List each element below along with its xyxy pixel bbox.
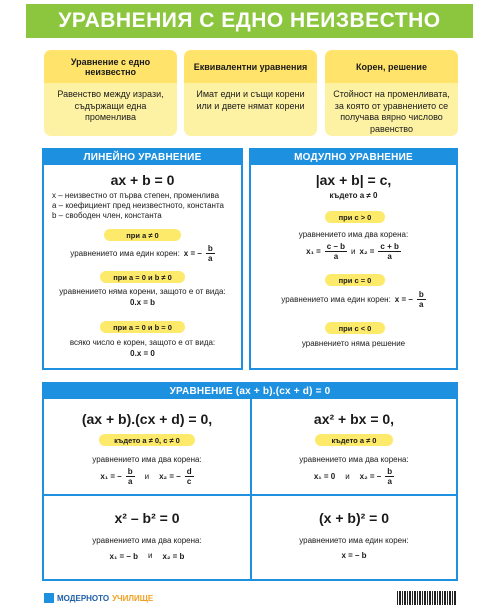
linear-text2: уравнението няма корени, защото е от вида: bbox=[59, 287, 226, 296]
root-lhs: x₂ = – bbox=[159, 472, 181, 481]
root-fraction: $\frac{c - b}{a}$ bbox=[326, 242, 346, 261]
condition-pill: при c < 0 bbox=[325, 322, 385, 334]
quadratic-formula: ax² + bx = 0, bbox=[313, 411, 395, 427]
product-roots-row bbox=[44, 467, 250, 486]
condition-pill: където a ≠ 0, c ≠ 0 bbox=[99, 434, 195, 446]
root-value: x₂ = b bbox=[162, 551, 185, 561]
root-value: x₁ = 0 bbox=[313, 472, 336, 481]
modular-text2: уравнението има един корен: bbox=[281, 294, 391, 304]
page-title: УРАВНЕНИЯ С ЕДНО НЕИЗВЕСТНО bbox=[58, 9, 441, 32]
condition-pill: при a = 0 и b ≠ 0 bbox=[100, 271, 185, 283]
quadratic-roots-row bbox=[252, 467, 456, 486]
linear-root-row bbox=[44, 244, 241, 263]
root-fraction: $\frac{b}{a}$ bbox=[127, 467, 133, 486]
definition-head: Уравнение с едно неизвестно bbox=[44, 50, 177, 83]
and-word: и bbox=[351, 246, 356, 256]
modular-text3: уравнението няма решение bbox=[301, 339, 406, 348]
root-value: x = – b bbox=[341, 551, 367, 560]
definition-body: Имат едни и същи корени или и двете нямат корени bbox=[184, 83, 317, 136]
linear-header: ЛИНЕЙНО УРАВНЕНИЕ bbox=[44, 150, 241, 165]
linear-text1: уравнението има един корен: bbox=[70, 248, 180, 258]
perfect-square-cell bbox=[252, 496, 456, 579]
quadratic-cell bbox=[252, 399, 456, 494]
modular-roots-row bbox=[251, 242, 456, 261]
root-fraction: $\frac{d}{c}$ bbox=[186, 467, 192, 486]
logo-text: УЧИЛИЩЕ bbox=[112, 593, 154, 603]
product-formula: (ax + b).(cx + d) = 0, bbox=[81, 411, 213, 427]
linear-panel bbox=[42, 148, 243, 370]
squares-roots-row bbox=[44, 551, 250, 561]
definitions bbox=[44, 50, 458, 136]
definition-card bbox=[44, 50, 177, 136]
definition-card bbox=[325, 50, 458, 136]
root-fraction: $\frac{c + b}{a}$ bbox=[380, 242, 399, 261]
root-fraction: $\frac{b}{a}$ bbox=[418, 290, 424, 309]
definition-body: Равенство между изрази, съдържащи една променлива bbox=[44, 83, 177, 136]
condition-pill: при a ≠ 0 bbox=[104, 229, 181, 241]
modular-header: МОДУЛНО УРАВНЕНИЕ bbox=[251, 150, 456, 165]
legend-item: b – свободен член, константа bbox=[52, 211, 162, 220]
condition-pill: при c = 0 bbox=[325, 274, 385, 286]
modular-root-row bbox=[251, 290, 456, 309]
and-word: и bbox=[144, 471, 150, 481]
root-value: x₁ = – b bbox=[109, 551, 138, 561]
perfect-text: уравнението има един корен: bbox=[299, 536, 409, 545]
legend-item: x – неизвестно от първа степен, променлива bbox=[52, 191, 220, 200]
title-banner bbox=[26, 4, 473, 38]
root-lhs: x₁ = bbox=[306, 247, 321, 256]
definition-head: Корен, решение bbox=[325, 50, 458, 83]
perfect-formula: (x + b)² = 0 bbox=[318, 510, 390, 526]
condition-pill: при c > 0 bbox=[325, 211, 385, 223]
product-text: уравнението има два корена: bbox=[92, 455, 202, 464]
product-header: УРАВНЕНИЕ (ax + b).(cx + d) = 0 bbox=[44, 384, 456, 399]
product-panel bbox=[42, 382, 458, 581]
condition-pill: при a = 0 и b = 0 bbox=[100, 321, 185, 333]
barcode-icon bbox=[397, 591, 457, 605]
modular-text1: уравнението има два корена: bbox=[298, 230, 409, 239]
and-word: и bbox=[147, 551, 153, 560]
squares-text: уравнението има два корена: bbox=[92, 536, 202, 545]
definition-body: Стойност на променливата, за която от уравнението се получава вярно числово равенство bbox=[325, 83, 458, 136]
definition-head: Еквивалентни уравнения bbox=[184, 50, 317, 83]
legend-item: a – коефициент пред неизвестното, константа bbox=[52, 201, 224, 210]
linear-form3: 0.x = 0 bbox=[130, 349, 155, 358]
root-fraction: $\frac{b}{a}$ bbox=[207, 244, 213, 263]
linear-text3: всяко число е корен, защото е от вида: bbox=[69, 338, 216, 347]
modular-panel bbox=[249, 148, 458, 370]
squares-formula: x² – b² = 0 bbox=[114, 510, 180, 526]
linear-form2: 0.x = b bbox=[129, 298, 156, 307]
modular-where: където a ≠ 0 bbox=[329, 191, 378, 200]
modular-formula: |ax + b| = c, bbox=[315, 172, 392, 188]
logo-text: МОДЕРНОТО bbox=[57, 593, 110, 603]
linear-legend bbox=[44, 191, 241, 221]
root-lhs: x₂ = bbox=[359, 247, 375, 256]
product-cell bbox=[44, 399, 250, 494]
linear-formula: ax + b = 0 bbox=[110, 172, 175, 188]
squares-cell bbox=[44, 496, 250, 579]
root-lhs: x₂ = – bbox=[359, 472, 382, 481]
footer bbox=[0, 585, 501, 616]
publisher-logo bbox=[44, 593, 153, 603]
definition-card bbox=[184, 50, 317, 136]
root-lhs: x₁ = – bbox=[100, 472, 122, 481]
root-lhs: x = – bbox=[183, 249, 202, 258]
root-fraction: $\frac{b}{a}$ bbox=[387, 467, 393, 486]
logo-icon bbox=[44, 593, 54, 603]
and-word: и bbox=[345, 471, 350, 481]
condition-pill: където a ≠ 0 bbox=[315, 434, 393, 446]
quadratic-text: уравнението има два корена: bbox=[299, 455, 409, 464]
root-lhs: x = – bbox=[394, 295, 413, 304]
